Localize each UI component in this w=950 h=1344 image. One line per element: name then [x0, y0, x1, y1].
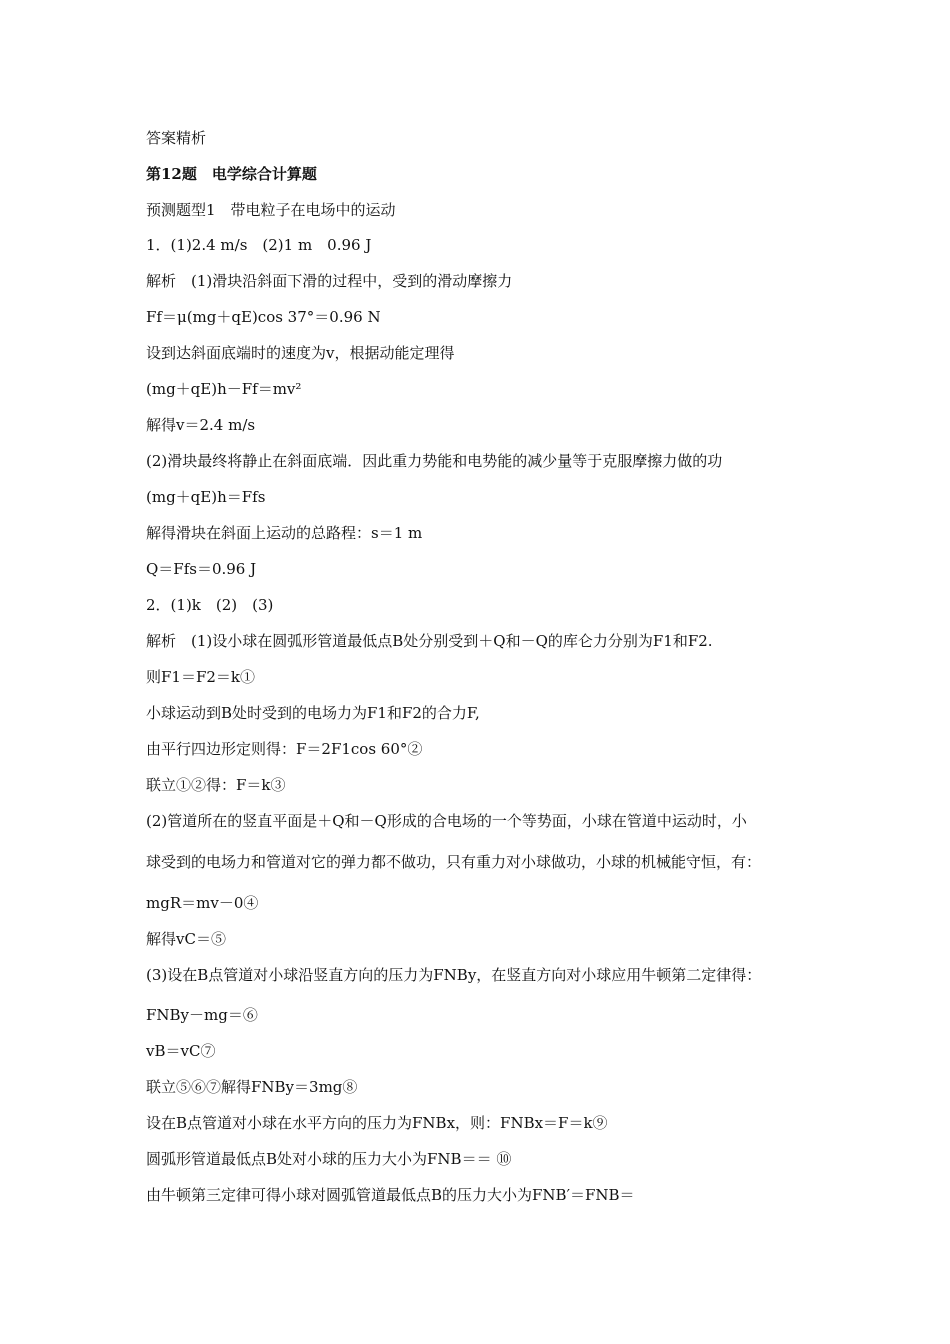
answer-line: 由牛顿第三定律可得小球对圆弧管道最低点B的压力大小为FNB′＝FNB＝	[146, 1186, 635, 1204]
answer-line: (2)滑块最终将静止在斜面底端．因此重力势能和电势能的减少量等于克服摩擦力做的功	[146, 452, 723, 470]
answer-line: (2)管道所在的竖直平面是＋Q和－Q形成的合电场的一个等势面，小球在管道中运动时，小	[146, 812, 747, 830]
subsection-title: 预测题型1 带电粒子在电场中的运动	[146, 201, 396, 219]
answer-line: 1．(1)2.4 m/s (2)1 m 0.96 J	[146, 236, 372, 254]
answer-line: 由平行四边形定则得：F＝2F1cos 60°②	[146, 740, 423, 758]
answer-line: 则F1＝F2＝k①	[146, 668, 255, 686]
answer-line: 联立⑤⑥⑦解得FNBy＝3mg⑧	[146, 1078, 358, 1096]
answer-heading: 答案精析	[146, 129, 207, 147]
section-title: 第12题 电学综合计算题	[146, 165, 317, 183]
answer-line: mgR＝mv－0④	[146, 894, 259, 912]
answer-line: 圆弧形管道最低点B处对小球的压力大小为FNB＝＝ ⑩	[146, 1150, 512, 1168]
answer-line: 小球运动到B处时受到的电场力为F1和F2的合力F,	[146, 704, 480, 722]
answer-line: Ff＝μ(mg＋qE)cos 37°＝0.96 N	[146, 308, 381, 326]
answer-line: vB＝vC⑦	[146, 1042, 216, 1060]
answer-line: 2．(1)k (2) (3)	[146, 596, 274, 614]
answer-line: (3)设在B点管道对小球沿竖直方向的压力为FNBy，在竖直方向对小球应用牛顿第二定律得：	[146, 966, 762, 984]
answer-line: 解析 (1)滑块沿斜面下滑的过程中，受到的滑动摩擦力	[146, 272, 513, 290]
answer-line: 解得vC＝⑤	[146, 930, 226, 948]
answer-line: 解析 (1)设小球在圆弧形管道最低点B处分别受到＋Q和－Q的库仑力分别为F1和F2.	[146, 632, 713, 650]
answer-line: 设在B点管道对小球在水平方向的压力为FNBx，则：FNBx＝F＝k⑨	[146, 1114, 608, 1132]
answer-line: 设到达斜面底端时的速度为v，根据动能定理得	[146, 344, 455, 362]
answer-line: (mg＋qE)h＝Ffs	[146, 488, 266, 506]
answer-line: FNBy－mg＝⑥	[146, 1006, 258, 1024]
answer-line: 解得滑块在斜面上运动的总路程：s＝1 m	[146, 524, 423, 542]
answer-line: Q＝Ffs＝0.96 J	[146, 560, 257, 578]
answer-line: 解得v＝2.4 m/s	[146, 416, 256, 434]
answer-line: (mg＋qE)h－Ff＝mv²	[146, 380, 302, 398]
answer-line: 联立①②得：F＝k③	[146, 776, 286, 794]
answer-line: 球受到的电场力和管道对它的弹力都不做功，只有重力对小球做功，小球的机械能守恒，有：	[146, 853, 762, 871]
